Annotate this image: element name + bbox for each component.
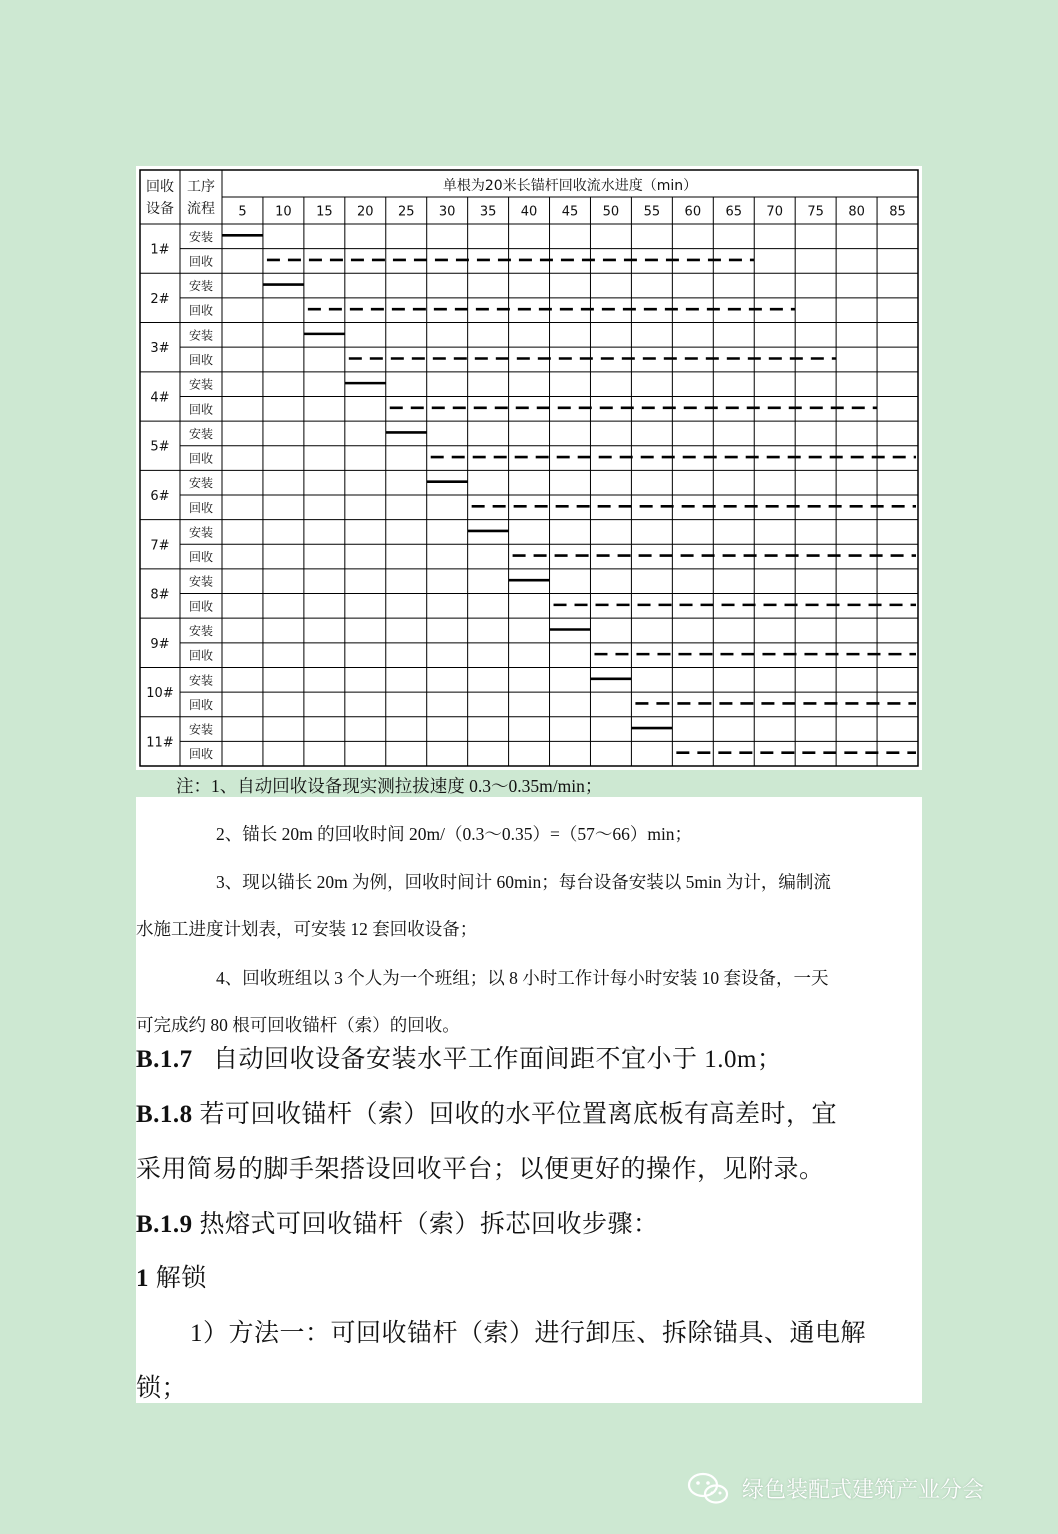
note-3-cont: 水施工进度计划表，可安装 12 套回收设备； — [136, 919, 478, 939]
clause-b19-text: 热熔式可回收锚杆（索）拆芯回收步骤： — [199, 1211, 659, 1238]
time-column-label: 70 — [766, 204, 783, 220]
time-column-label: 5 — [238, 204, 247, 220]
process-label-install: 安装 — [188, 279, 214, 294]
device-label: 6# — [150, 489, 170, 504]
process-label-recover: 回收 — [188, 648, 214, 663]
process-label-install: 安装 — [188, 722, 214, 737]
header-process-line1: 工序 — [187, 179, 215, 195]
process-label-recover: 回收 — [188, 254, 214, 269]
header-device-line1: 回收 — [146, 179, 174, 195]
note-3: 3、现以锚长 20m 为例，回收时间计 60min；每台设备安装以 5min 为计，编制流 — [216, 872, 831, 892]
time-column-label: 65 — [725, 204, 743, 220]
time-column-label: 30 — [438, 204, 456, 220]
clause-b17-number: B.1.7 — [136, 1046, 193, 1073]
process-label-install: 安装 — [188, 229, 214, 244]
schedule-grid — [136, 166, 922, 770]
time-column-label: 40 — [520, 204, 538, 220]
process-label-recover: 回收 — [188, 353, 214, 367]
process-label-install: 安装 — [188, 377, 214, 392]
clause-b18-cont: 采用简易的脚手架搭设回收平台；以便更好的操作，见附录。 — [136, 1156, 825, 1183]
time-column-label: 45 — [561, 204, 579, 220]
device-label: 5# — [150, 439, 170, 455]
time-column-label: 20 — [357, 204, 374, 220]
method-1: 1）方法一：可回收锚杆（索）进行卸压、拆除锚具、通电解 — [190, 1320, 867, 1347]
device-label: 4# — [150, 390, 170, 406]
process-label-install: 安装 — [188, 525, 214, 540]
process-label-install: 安装 — [188, 328, 214, 343]
note-2: 2、锚长 20m 的回收时间 20m/（0.3～0.35）=（57～66）min； — [216, 824, 693, 844]
time-column-label: 15 — [316, 204, 333, 220]
process-label-install: 安装 — [188, 426, 214, 441]
step-1-text: 解锁 — [155, 1265, 207, 1292]
process-label-recover: 回收 — [188, 303, 214, 318]
device-label: 3# — [150, 341, 170, 357]
device-label: 1# — [150, 242, 170, 258]
time-column-label: 85 — [889, 204, 906, 220]
process-label-recover: 回收 — [188, 599, 214, 614]
process-label-recover: 回收 — [188, 747, 214, 762]
process-label-recover: 回收 — [188, 500, 214, 515]
clause-b18-number: B.1.8 — [136, 1101, 193, 1128]
process-label-install: 安装 — [188, 624, 214, 638]
clause-b19 — [136, 1204, 658, 1240]
method-1-cont: 锁； — [136, 1375, 188, 1402]
process-label-install: 安装 — [188, 673, 214, 688]
device-label: 10# — [146, 686, 174, 702]
table-title: 单根为20米长锚杆回收流水进度（min） — [442, 178, 698, 194]
time-column-label: 55 — [643, 204, 661, 220]
time-column-label: 35 — [479, 204, 497, 220]
time-column-label: 50 — [602, 204, 620, 220]
header-process-line2: 流程 — [187, 201, 215, 217]
note-4-cont: 可完成约 80 根可回收锚杆（索）的回收。 — [136, 1015, 460, 1035]
step-1 — [136, 1258, 207, 1294]
process-label-recover: 回收 — [188, 697, 214, 712]
process-label-recover: 回收 — [188, 402, 214, 417]
footer-watermark — [686, 1470, 984, 1506]
time-column-label: 25 — [397, 204, 415, 220]
clause-b18 — [136, 1094, 837, 1130]
wechat-icon — [686, 1470, 730, 1506]
device-label: 2# — [150, 291, 170, 307]
clause-b18-text: 若可回收锚杆（索）回收的水平位置离底板有高差时，宜 — [199, 1101, 837, 1128]
schedule-table — [136, 166, 922, 770]
clause-b17 — [136, 1039, 782, 1075]
header-device-line2: 设备 — [146, 201, 174, 217]
process-label-recover: 回收 — [188, 451, 214, 466]
time-column-label: 75 — [807, 204, 824, 220]
process-label-install: 安装 — [188, 574, 214, 589]
time-column-label: 80 — [848, 204, 865, 220]
device-label: 8# — [150, 587, 170, 603]
process-label-recover: 回收 — [188, 550, 214, 565]
device-label: 7# — [150, 538, 170, 554]
device-label: 11# — [146, 735, 174, 751]
note-1: 注：1、自动回收设备现实测拉拔速度 0.3～0.35m/min； — [176, 776, 603, 796]
footer-account-name: 绿色装配式建筑产业分会 — [742, 1477, 985, 1503]
process-label-install: 安装 — [188, 476, 214, 491]
note-4: 4、回收班组以 3 个人为一个班组；以 8 小时工作计每小时安装 10 套设备，一天 — [216, 968, 829, 988]
time-column-label: 60 — [684, 204, 702, 220]
time-column-label: 10 — [275, 204, 292, 220]
device-label: 9# — [150, 636, 170, 652]
clause-b17-text: 自动回收设备安装水平工作面间距不宜小于 1.0m； — [212, 1046, 783, 1073]
step-1-number: 1 — [136, 1265, 149, 1292]
clause-b19-number: B.1.9 — [136, 1211, 193, 1238]
